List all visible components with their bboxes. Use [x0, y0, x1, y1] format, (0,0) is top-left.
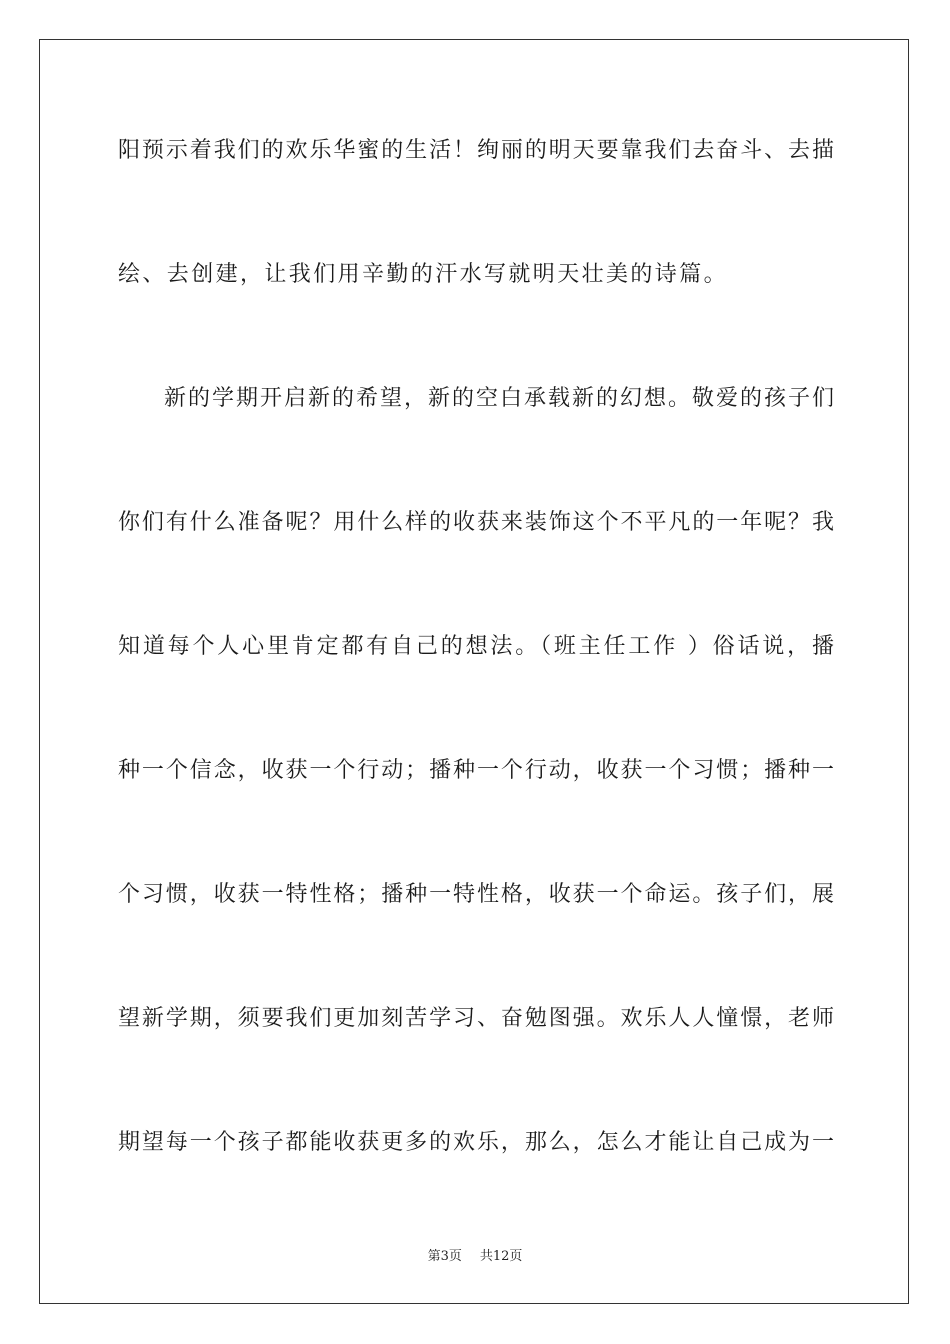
total-pages-label: 共12页: [479, 1249, 523, 1264]
page-border: [39, 39, 909, 1304]
body-text-line-5: 知道每个人心里肯定都有自己的想法。（班主任工作 ）俗话说，播: [118, 634, 834, 659]
current-page-label: 第3页: [427, 1249, 462, 1264]
body-text-line-2: 绘、去创建，让我们用辛勤的汗水写就明天壮美的诗篇。: [118, 262, 729, 287]
body-text-line-8: 望新学期，须要我们更加刻苦学习、奋勉图强。欢乐人人憧憬，老师: [118, 1006, 834, 1031]
page-footer: [0, 1248, 950, 1266]
body-text-line-7: 个习惯，收获一特性格；播种一特性格，收获一个命运。孩子们，展: [118, 882, 834, 907]
body-text-line-3: 新的学期开启新的希望，新的空白承载新的幻想。敬爱的孩子们: [164, 386, 834, 411]
body-text-line-6: 种一个信念，收获一个行动；播种一个行动，收获一个习惯；播种一: [118, 758, 834, 783]
body-text-line-1: 阳预示着我们的欢乐华蜜的生活！绚丽的明天要靠我们去奋斗、去描: [118, 138, 834, 163]
body-text-line-4: 你们有什么准备呢？用什么样的收获来装饰这个不平凡的一年呢？我: [118, 510, 834, 535]
body-text-line-9: 期望每一个孩子都能收获更多的欢乐，那么，怎么才能让自己成为一: [118, 1130, 834, 1155]
